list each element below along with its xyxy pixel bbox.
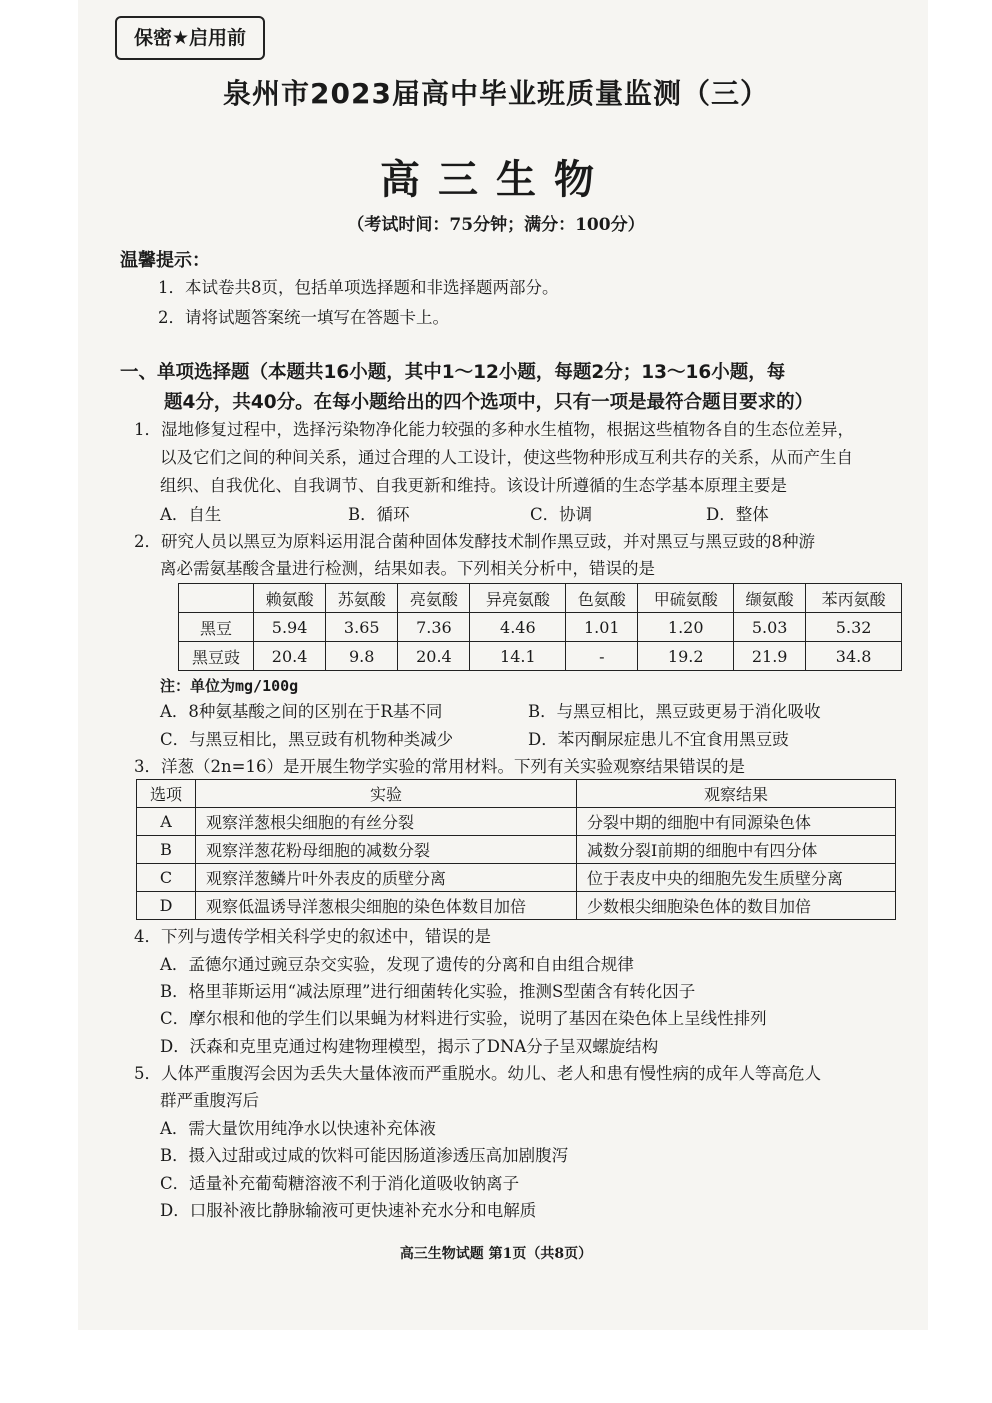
question-1-line: 以及它们之间的种间关系，通过合理的人工设计，使这些物种形成互利共存的关系，从而产生自 <box>160 448 853 467</box>
table-cell: C <box>137 864 196 892</box>
table-cell: 苯丙氨酸 <box>806 584 902 613</box>
q5-option-a: A．需大量饮用纯净水以快速补充体液 <box>160 1119 436 1138</box>
table-cell: 异亮氨酸 <box>470 584 566 613</box>
table-cell: 分裂中期的细胞中有同源染色体 <box>577 808 896 836</box>
table-cell: 亮氨酸 <box>398 584 470 613</box>
tips-heading: 温馨提示： <box>120 250 210 271</box>
table-cell: 缬氨酸 <box>734 584 806 613</box>
q1-option-d: D．整体 <box>706 505 769 524</box>
table-cell: 观察低温诱导洋葱根尖细胞的染色体数目加倍 <box>196 892 577 920</box>
section-heading-line: 一、单项选择题（本题共16小题，其中1～12小题，每题2分；13～16小题，每 <box>120 362 786 383</box>
table-cell: 观察结果 <box>577 780 896 808</box>
question-5-line: 群严重腹泻后 <box>160 1091 259 1110</box>
table-cell: 观察洋葱花粉母细胞的减数分裂 <box>196 836 577 864</box>
question-5-line: 5．人体严重腹泻会因为丢失大量体液而严重脱水。幼儿、老人和患有慢性病的成年人等高危人 <box>134 1064 821 1083</box>
q1-option-c: C．协调 <box>530 505 593 524</box>
exam-title: 泉州市2023届高中毕业班质量监测（三） <box>223 77 769 110</box>
tip-item: 1．本试卷共8页，包括单项选择题和非选择题两部分。 <box>158 278 559 297</box>
table-cell: 黑豆 <box>179 613 254 642</box>
q4-option-b: B．格里菲斯运用“减法原理”进行细菌转化实验，推测S型菌含有转化因子 <box>160 982 696 1001</box>
q1-option-a: A．自生 <box>160 505 222 524</box>
table-header-row <box>137 780 896 808</box>
question-2-line: 2．研究人员以黑豆为原料运用混合菌种固体发酵技术制作黑豆豉，并对黑豆与黑豆豉的8种游 <box>134 532 815 551</box>
table-cell: - <box>566 642 638 671</box>
q5-option-b: B．摄入过甜或过咸的饮料可能因肠道渗透压高加剧腹泻 <box>160 1146 569 1165</box>
table-cell: 实验 <box>196 780 577 808</box>
q2-option-d: D．苯丙酮尿症患儿不宜食用黑豆豉 <box>528 730 789 749</box>
q5-option-c: C．适量补充葡萄糖溶液不利于消化道吸收钠离子 <box>160 1174 520 1193</box>
q4-option-c: C．摩尔根和他的学生们以果蝇为材料进行实验，说明了基因在染色体上呈线性排列 <box>160 1009 767 1028</box>
table-cell: 9.8 <box>326 642 398 671</box>
table-cell: 20.4 <box>398 642 470 671</box>
table-cell: 观察洋葱根尖细胞的有丝分裂 <box>196 808 577 836</box>
table-cell: 5.94 <box>254 613 326 642</box>
table-cell: 20.4 <box>254 642 326 671</box>
table-cell: 34.8 <box>806 642 902 671</box>
table-cell: 色氨酸 <box>566 584 638 613</box>
table-row <box>137 864 896 892</box>
q2-option-c: C．与黑豆相比，黑豆豉有机物种类减少 <box>160 730 454 749</box>
table-cell: 选项 <box>137 780 196 808</box>
subject-title: 高三生物 <box>380 156 612 203</box>
table-cell: 赖氨酸 <box>254 584 326 613</box>
table-row <box>137 808 896 836</box>
table-cell: 1.20 <box>638 613 734 642</box>
q1-option-b: B．循环 <box>348 505 410 524</box>
table-cell: A <box>137 808 196 836</box>
section-heading <box>120 358 890 418</box>
table-row <box>137 892 896 920</box>
table-cell: 7.36 <box>398 613 470 642</box>
table-row <box>137 836 896 864</box>
question-1-line: 组织、自我优化、自我调节、自我更新和维持。该设计所遵循的生态学基本原理主要是 <box>160 476 787 495</box>
table-cell: B <box>137 836 196 864</box>
table-cell: 19.2 <box>638 642 734 671</box>
confidential-label: 保密★启用前 <box>115 16 265 60</box>
table-row <box>179 613 902 642</box>
q2-option-b: B．与黑豆相比，黑豆豉更易于消化吸收 <box>528 702 821 721</box>
exam-info: （考试时间：75分钟；满分：100分） <box>347 215 645 235</box>
table-note: 注：单位为mg/100g <box>160 677 299 695</box>
table-cell: 21.9 <box>734 642 806 671</box>
amino-acid-table <box>178 583 902 671</box>
question-1-line: 1．湿地修复过程中，选择污染物净化能力较强的多种水生植物，根据这些植物各自的生态位差异， <box>134 420 854 439</box>
question-4-stem: 4．下列与遗传学相关科学史的叙述中，错误的是 <box>134 927 491 946</box>
table-cell: 黑豆豉 <box>179 642 254 671</box>
table-cell: 3.65 <box>326 613 398 642</box>
q5-option-d: D．口服补液比静脉输液可更快速补充水分和电解质 <box>160 1201 537 1220</box>
question-2-line: 离必需氨基酸含量进行检测，结果如表。下列相关分析中，错误的是 <box>160 559 655 578</box>
question-3-stem: 3．洋葱（2n=16）是开展生物学实验的常用材料。下列有关实验观察结果错误的是 <box>134 757 745 776</box>
page-footer: 高三生物试题 第1页（共8页） <box>399 1246 593 1262</box>
q4-option-a: A．孟德尔通过豌豆杂交实验，发现了遗传的分离和自由组合规律 <box>160 955 634 974</box>
table-cell: D <box>137 892 196 920</box>
table-cell: 甲硫氨酸 <box>638 584 734 613</box>
table-cell: 1.01 <box>566 613 638 642</box>
onion-experiment-table <box>136 779 896 920</box>
section-heading-line: 题4分，共40分。在每小题给出的四个选项中，只有一项是最符合题目要求的） <box>164 392 814 413</box>
table-cell: 5.03 <box>734 613 806 642</box>
tip-item: 2．请将试题答案统一填写在答题卡上。 <box>158 308 449 327</box>
table-cell: 4.46 <box>470 613 566 642</box>
table-row <box>179 642 902 671</box>
table-cell: 苏氨酸 <box>326 584 398 613</box>
q2-option-a: A．8种氨基酸之间的区别在于R基不同 <box>160 702 443 721</box>
table-cell: 少数根尖细胞染色体的数目加倍 <box>577 892 896 920</box>
table-cell <box>179 584 254 613</box>
table-header-row <box>179 584 902 613</box>
table-cell: 位于表皮中央的细胞先发生质壁分离 <box>577 864 896 892</box>
table-cell: 观察洋葱鳞片叶外表皮的质壁分离 <box>196 864 577 892</box>
table-cell: 5.32 <box>806 613 902 642</box>
table-cell: 减数分裂Ⅰ前期的细胞中有四分体 <box>577 836 896 864</box>
table-cell: 14.1 <box>470 642 566 671</box>
q4-option-d: D．沃森和克里克通过构建物理模型，揭示了DNA分子呈双螺旋结构 <box>160 1037 659 1056</box>
